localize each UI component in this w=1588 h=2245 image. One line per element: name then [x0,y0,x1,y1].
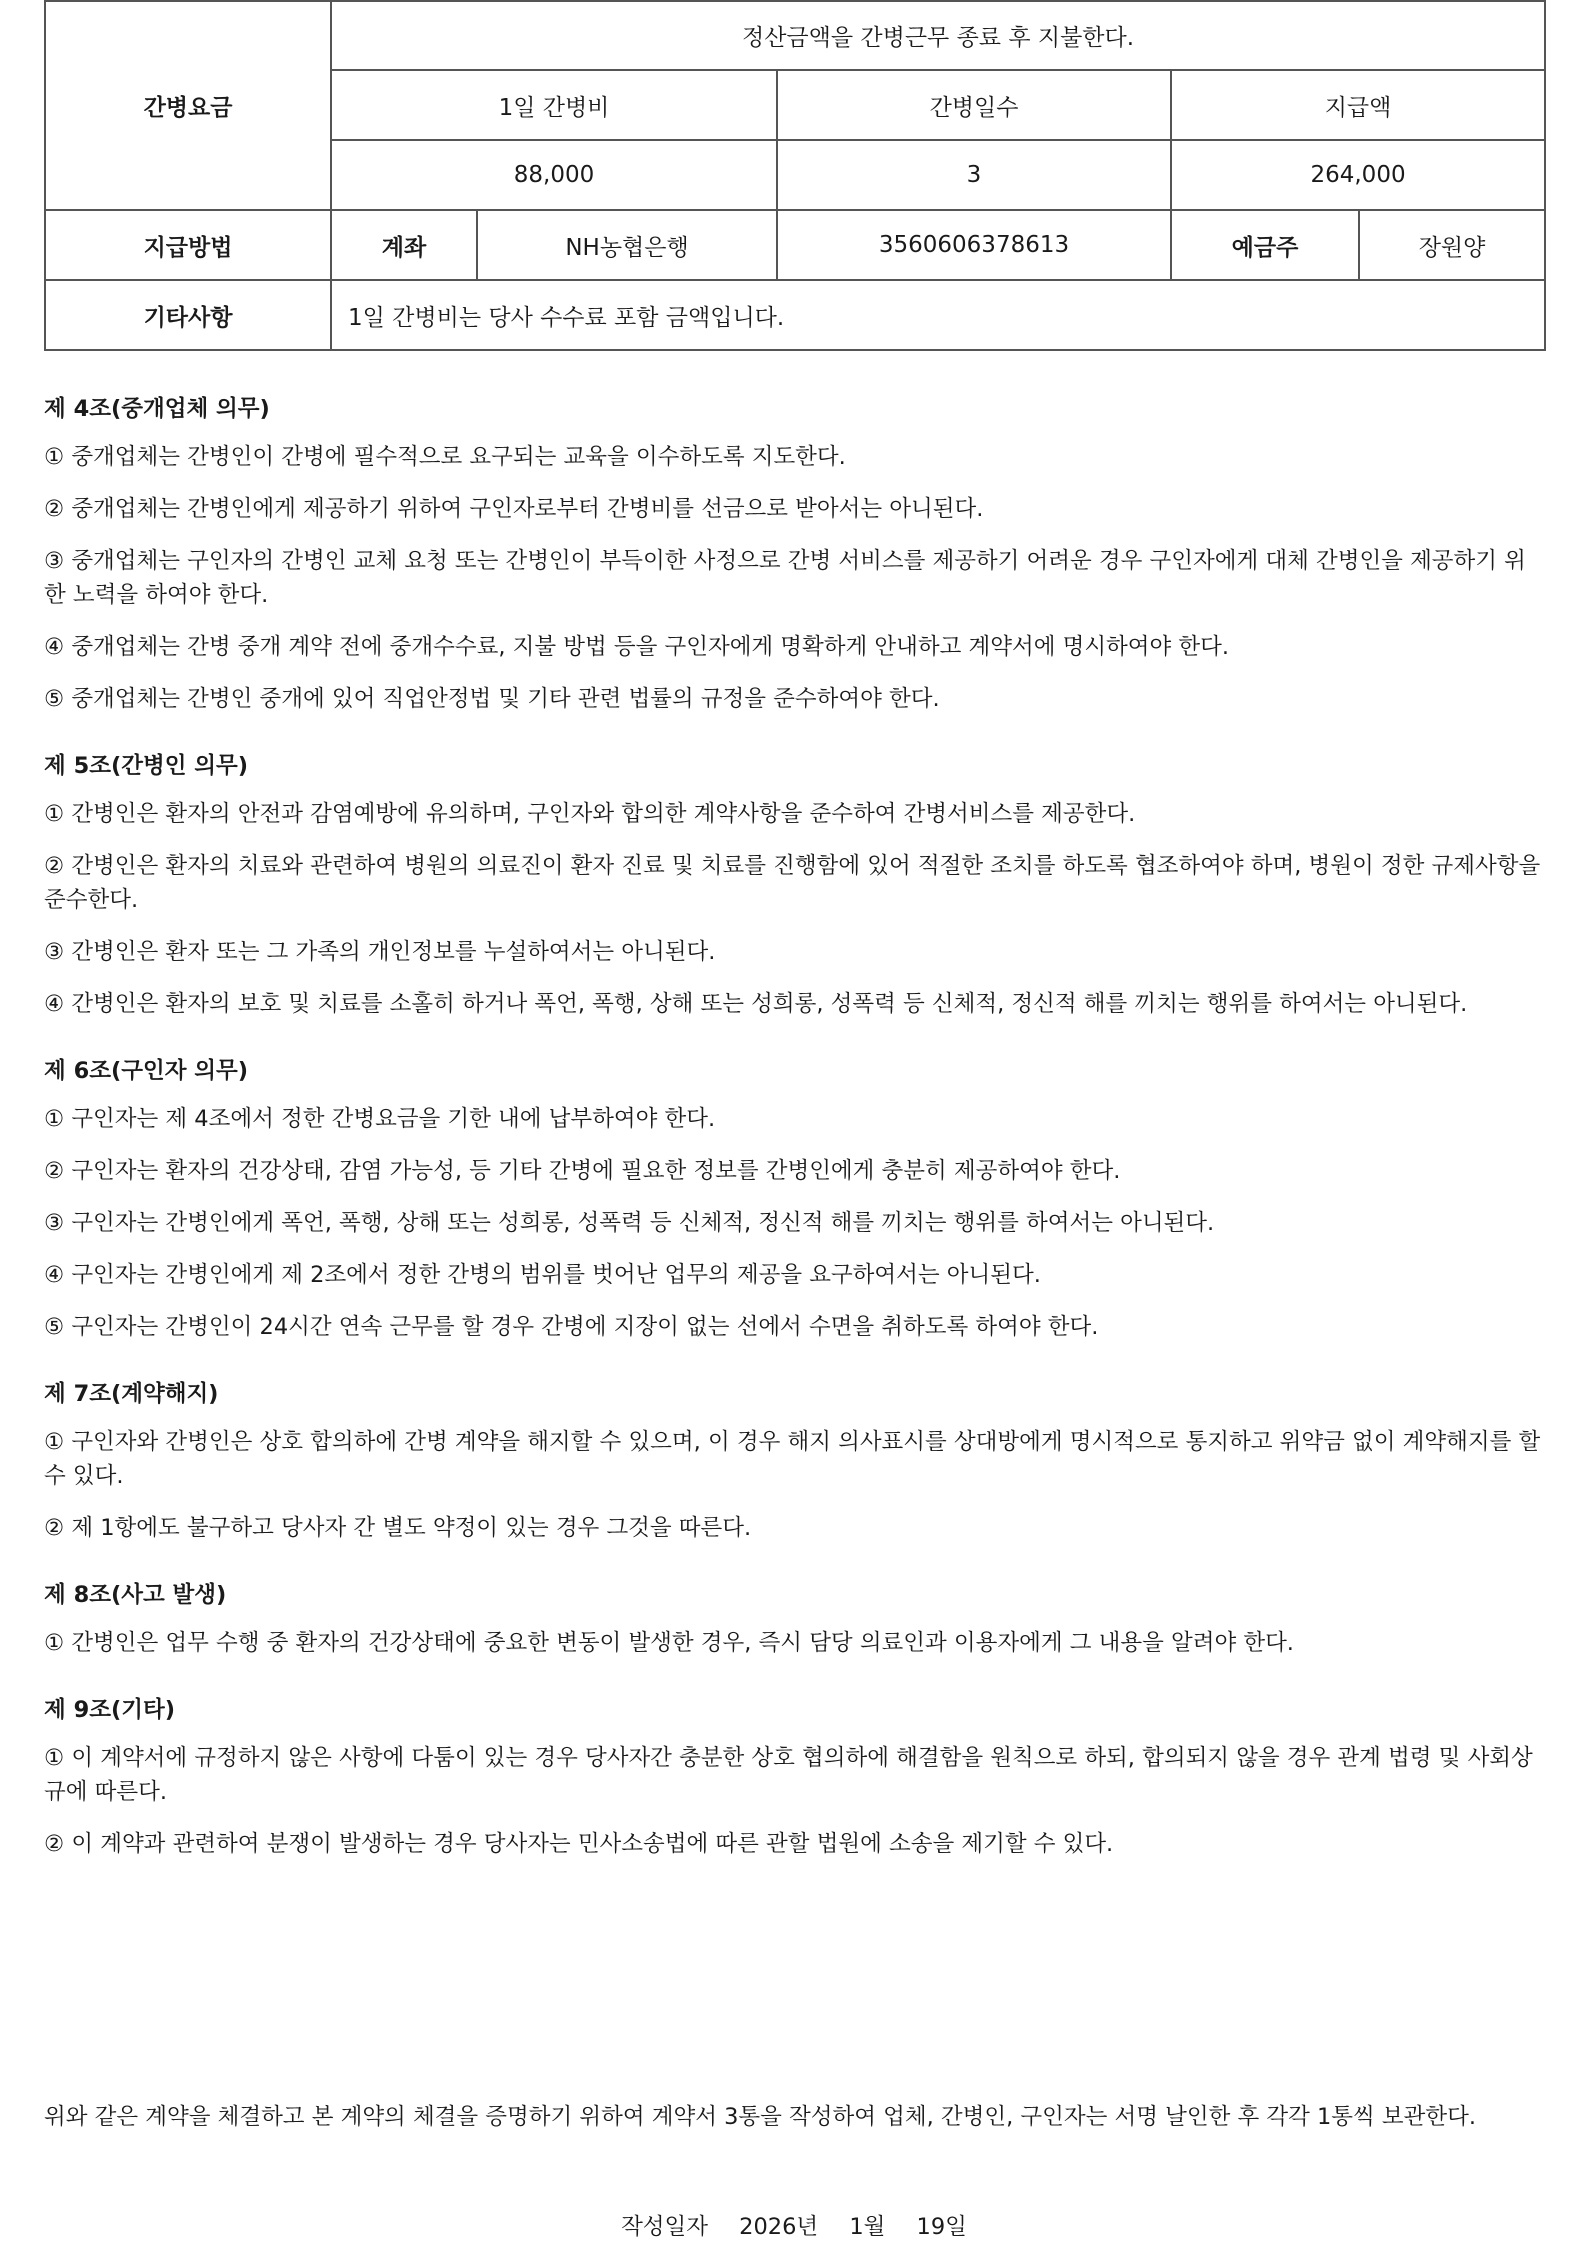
clause-title: 제 7조(계약해지) [44,1381,219,1407]
notes-text: 1일 간병비는 당사 수수료 포함 금액입니다. [331,280,1545,350]
amount-value: 264,000 [1171,140,1545,210]
days-value: 3 [777,140,1171,210]
clause-item: ① 간병인은 업무 수행 중 환자의 건강상태에 중요한 변동이 발생한 경우, 즉시 담당 의료인과 이용자에게 그 내용을 알려야 한다. [44,1630,1294,1656]
date-day: 19일 [916,2214,967,2240]
signing-date [44,2210,1544,2244]
contract-clauses [44,392,1544,1894]
clause-item: ⑤ 구인자는 간병인이 24시간 연속 근무를 할 경우 간병에 지장이 없는 선에서 수면을 취하도록 하여야 한다. [44,1314,1099,1340]
clause-title: 제 8조(사고 발생) [44,1582,227,1608]
clause-item: ⑤ 중개업체는 간병인 중개에 있어 직업안정법 및 기타 관련 법률의 규정을 준수하여야 한다. [44,686,940,712]
clause-title: 제 6조(구인자 의무) [44,1058,249,1084]
clause-item: ④ 간병인은 환자의 보호 및 치료를 소홀히 하거나 폭언, 폭행, 상해 또는 성희롱, 성폭력 등 신체적, 정신적 해를 끼치는 행위를 하여서는 아니된다. [44,991,1468,1017]
clause-9 [44,1693,1544,1861]
clause-item: ② 제 1항에도 불구하고 당사자 간 별도 약정이 있는 경우 그것을 따른다. [44,1515,752,1541]
clause-item: ① 간병인은 환자의 안전과 감염예방에 유의하며, 구인자와 합의한 계약사항을 준수하여 간병서비스를 제공한다. [44,801,1136,827]
col-amount: 지급액 [1171,70,1545,140]
col-days: 간병일수 [777,70,1171,140]
date-label: 작성일자 [621,2214,709,2240]
notes-label: 기타사항 [45,280,331,350]
clause-item: ② 구인자는 환자의 건강상태, 감염 가능성, 등 기타 간병에 필요한 정보를 간병인에게 충분히 제공하여야 한다. [44,1158,1121,1184]
clause-4 [44,392,1544,716]
clause-title: 제 5조(간병인 의무) [44,753,249,779]
fee-table [44,0,1546,351]
clause-title: 제 4조(중개업체 의무) [44,396,270,422]
payment-label: 지급방법 [45,210,331,280]
clause-item: ① 구인자와 간병인은 상호 합의하에 간병 계약을 해지할 수 있으며, 이 경우 해지 의사표시를 상대방에게 명시적으로 통지하고 위약금 없이 계약해지를 할 수 있다. [44,1429,1541,1489]
settlement-note: 정산금액을 간병근무 종료 후 지불한다. [331,1,1545,70]
account-number: 3560606378613 [777,210,1171,280]
clause-item: ④ 구인자는 간병인에게 제 2조에서 정한 간병의 범위를 벗어난 업무의 제공을 요구하여서는 아니된다. [44,1262,1041,1288]
date-month: 1월 [849,2214,886,2240]
clause-item: ② 중개업체는 간병인에게 제공하기 위하여 구인자로부터 간병비를 선금으로 받아서는 아니된다. [44,496,984,522]
holder-name: 장원양 [1359,210,1545,280]
clause-item: ② 이 계약과 관련하여 분쟁이 발생하는 경우 당사자는 민사소송법에 따른 관할 법원에 소송을 제기할 수 있다. [44,1831,1114,1857]
clause-item: ① 구인자는 제 4조에서 정한 간병요금을 기한 내에 납부하여야 한다. [44,1106,716,1132]
col-daily-fee: 1일 간병비 [331,70,777,140]
clause-title: 제 9조(기타) [44,1697,175,1723]
clause-item: ① 중개업체는 간병인이 간병에 필수적으로 요구되는 교육을 이수하도록 지도한다. [44,444,846,470]
clause-item: ③ 간병인은 환자 또는 그 가족의 개인정보를 누설하여서는 아니된다. [44,939,716,965]
account-label: 계좌 [331,210,477,280]
bank-name: NH농협은행 [477,210,777,280]
clause-item: ② 간병인은 환자의 치료와 관련하여 병원의 의료진이 환자 진료 및 치료를 진행함에 있어 적절한 조치를 하도록 협조하여야 하며, 병원이 정한 규제사항을 준수한다. [44,853,1541,913]
clause-5 [44,749,1544,1021]
clause-6 [44,1054,1544,1344]
clause-item: ④ 중개업체는 간병 중개 계약 전에 중개수수료, 지불 방법 등을 구인자에게 명확하게 안내하고 계약서에 명시하여야 한다. [44,634,1230,660]
clause-item: ① 이 계약서에 규정하지 않은 사항에 다툼이 있는 경우 당사자간 충분한 상호 협의하에 해결함을 원칙으로 하되, 합의되지 않을 경우 관계 법령 및 사회상규에 따른다. [44,1745,1533,1805]
clause-item: ③ 중개업체는 구인자의 간병인 교체 요청 또는 간병인이 부득이한 사정으로 간병 서비스를 제공하기 어려운 경우 구인자에게 대체 간병인을 제공하기 위한 노력을 하여야 한다. [44,548,1526,608]
fee-label: 간병요금 [45,1,331,210]
closing-statement: 위와 같은 계약을 체결하고 본 계약의 체결을 증명하기 위하여 계약서 3통을 작성하여 업체, 간병인, 구인자는 서명 날인한 후 각각 1통씩 보관한다. [44,2104,1477,2130]
clause-7 [44,1377,1544,1545]
date-year: 2026년 [739,2214,819,2240]
holder-label: 예금주 [1171,210,1359,280]
clause-8 [44,1578,1544,1660]
daily-fee-value: 88,000 [331,140,777,210]
clause-item: ③ 구인자는 간병인에게 폭언, 폭행, 상해 또는 성희롱, 성폭력 등 신체적, 정신적 해를 끼치는 행위를 하여서는 아니된다. [44,1210,1215,1236]
